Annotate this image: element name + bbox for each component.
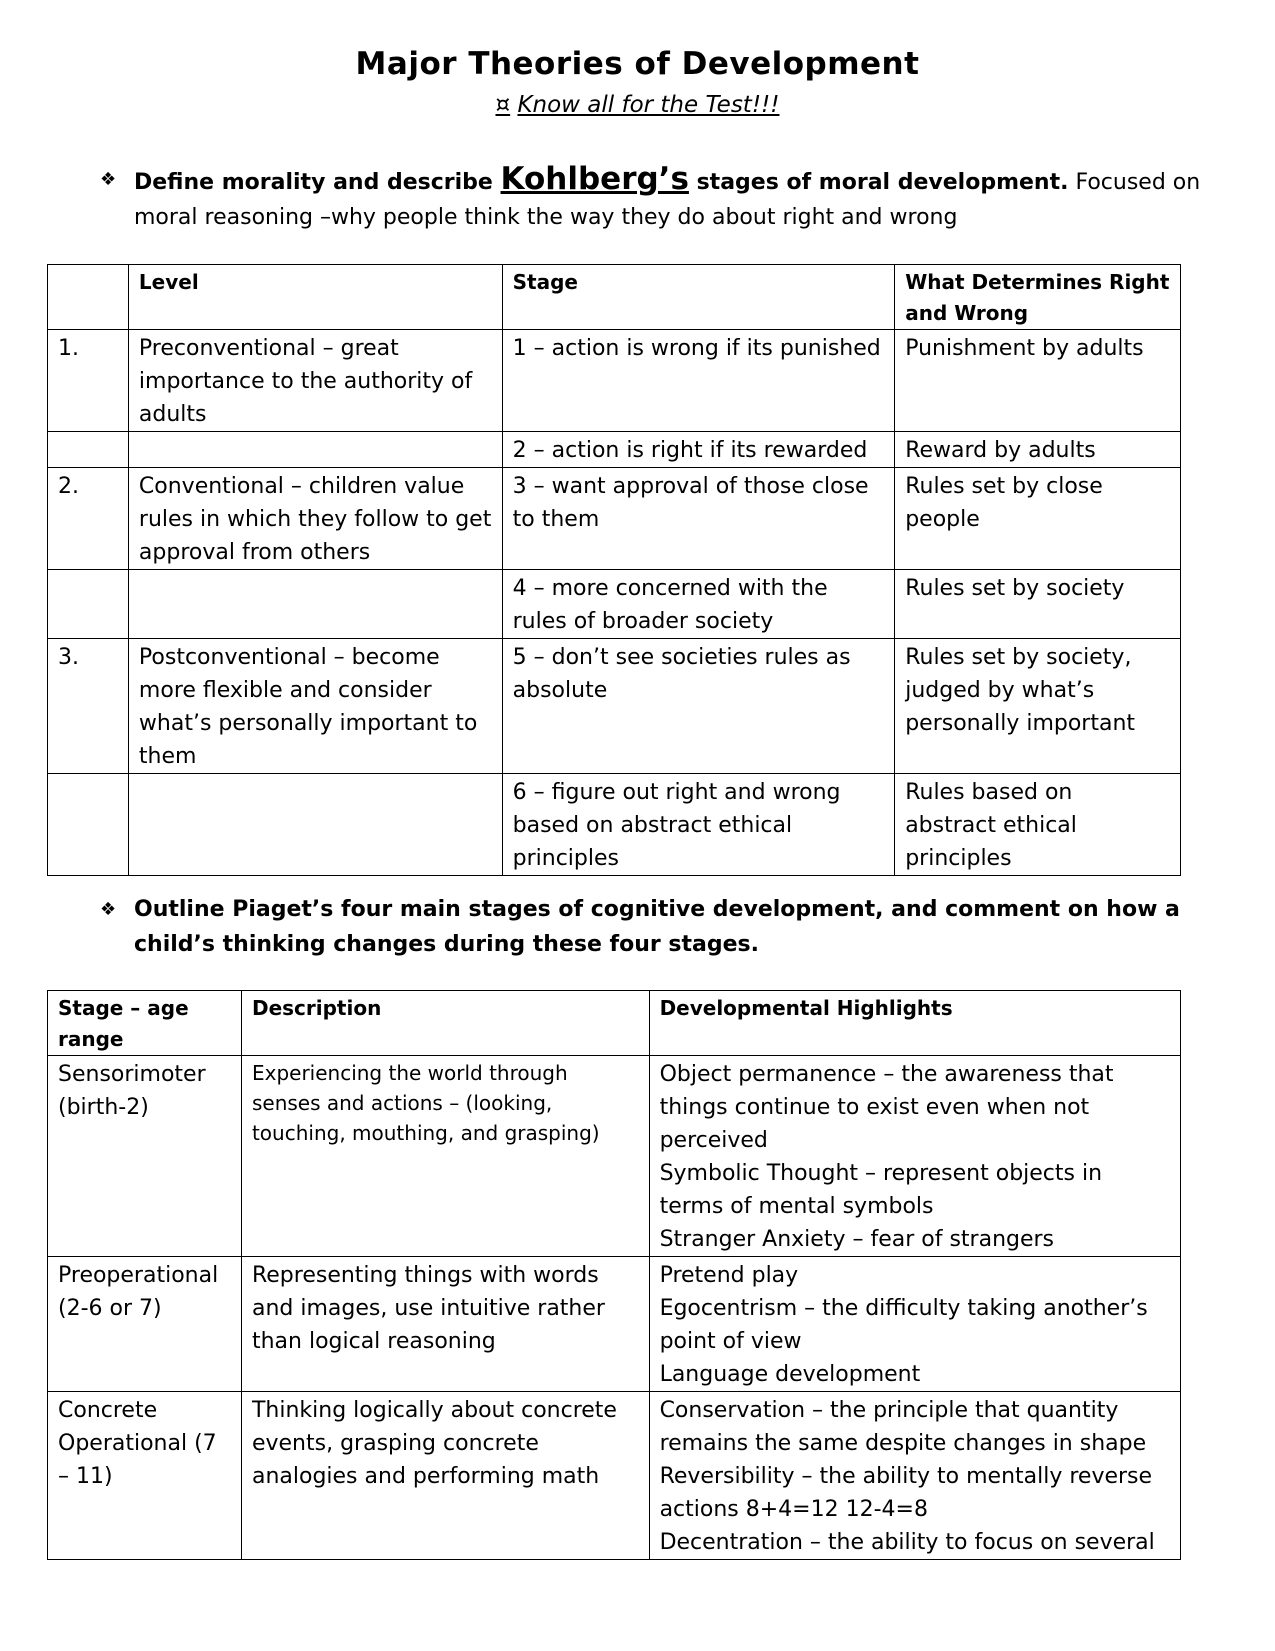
determines-cell: Rules based on abstract ethical principles <box>895 774 1181 876</box>
highlight-item: Conservation – the principle that quantity remains the same despite changes in shape <box>659 1398 1147 1456</box>
level-cell <box>128 570 502 639</box>
header-cell: Developmental Highlights <box>649 991 1180 1056</box>
stage-cell: Preoperational (2-6 or 7) <box>48 1257 242 1392</box>
level-cell: Preconventional – great importance to the authority of adults <box>128 330 502 432</box>
table-row <box>48 570 1181 639</box>
level-cell: Postconventional – become more flexible and consider what’s personally important to them <box>128 639 502 774</box>
section2-text: Outline Piaget’s four main stages of cognitive development, and comment on how a child’s thinking changes during these four stages. <box>134 897 1180 957</box>
stage-cell: 6 – figure out right and wrong based on abstract ethical principles <box>502 774 895 876</box>
stage-cell: 3 – want approval of those close to them <box>502 468 895 570</box>
table-header-row <box>48 265 1181 330</box>
table-row <box>48 1257 1181 1392</box>
table-row <box>48 1056 1181 1257</box>
header-cell: Stage <box>502 265 895 330</box>
table-row <box>48 639 1181 774</box>
stage-cell: 4 – more concerned with the rules of broader society <box>502 570 895 639</box>
table-header-row <box>48 991 1181 1056</box>
table-row <box>48 774 1181 876</box>
stage-cell: 2 – action is right if its rewarded <box>502 432 895 468</box>
header-cell: Stage – age range <box>48 991 242 1056</box>
header-cell: Level <box>128 265 502 330</box>
header-cell <box>48 265 129 330</box>
level-cell <box>128 774 502 876</box>
description-cell: Representing things with words and images, use intuitive rather than logical reasoning <box>241 1257 649 1392</box>
table-row <box>48 468 1181 570</box>
piaget-table <box>47 990 1181 1560</box>
bullet-icon: ❖ <box>100 899 117 920</box>
section1-bold-pre: Define morality and describe <box>134 170 501 195</box>
highlights-cell <box>649 1056 1180 1257</box>
subtitle-symbol: ¤ <box>495 92 511 118</box>
header-cell: Description <box>241 991 649 1056</box>
table-row <box>48 432 1181 468</box>
determines-cell: Rules set by society <box>895 570 1181 639</box>
highlight-item: Stranger Anxiety – fear of strangers <box>659 1227 1055 1252</box>
table-row <box>48 1392 1181 1560</box>
stage-cell: 5 – don’t see societies rules as absolute <box>502 639 895 774</box>
page-title: Major Theories of Development <box>355 46 920 82</box>
page-subtitle <box>0 92 1275 118</box>
level-number: 3. <box>48 639 129 774</box>
bullet-icon: ❖ <box>100 169 117 190</box>
level-number <box>48 570 129 639</box>
determines-cell: Reward by adults <box>895 432 1181 468</box>
determines-cell: Rules set by society, judged by what’s personally important <box>895 639 1181 774</box>
highlight-item: Symbolic Thought – represent objects in terms of mental symbols <box>659 1161 1103 1219</box>
determines-cell: Punishment by adults <box>895 330 1181 432</box>
description-cell: Experiencing the world through senses and actions – (looking, touching, mouthing, and grasping) <box>241 1056 649 1257</box>
highlight-item: Egocentrism – the difficulty taking another’s point of view <box>659 1296 1148 1354</box>
stage-cell: Sensorimoter (birth-2) <box>48 1056 242 1257</box>
section1-normal: Focused on moral reasoning –why people think the way they do about right and wrong <box>134 170 1201 230</box>
description-cell: Thinking logically about concrete events, grasping concrete analogies and performing math <box>241 1392 649 1560</box>
table-row <box>48 330 1181 432</box>
highlight-item: Pretend play <box>659 1263 799 1288</box>
stage-cell: 1 – action is wrong if its punished <box>502 330 895 432</box>
highlights-cell <box>649 1392 1180 1560</box>
section1-prompt <box>100 162 1220 235</box>
section1-kohlberg: Kohlberg’s <box>500 161 689 197</box>
highlight-item: Decentration – the ability to focus on several <box>659 1530 1155 1555</box>
level-cell: Conventional – children value rules in which they follow to get approval from others <box>128 468 502 570</box>
highlight-item: Object permanence – the awareness that things continue to exist even when not perceived <box>659 1062 1114 1153</box>
section1-bold-post: stages of moral development. <box>688 170 1069 195</box>
stage-cell: Concrete Operational (7 – 11) <box>48 1392 242 1560</box>
subtitle-text: Know all for the Test!!! <box>517 92 780 118</box>
kohlberg-table <box>47 264 1181 876</box>
highlights-cell <box>649 1257 1180 1392</box>
level-number: 1. <box>48 330 129 432</box>
level-number <box>48 774 129 876</box>
header-cell: What Determines Right and Wrong <box>895 265 1181 330</box>
level-cell <box>128 432 502 468</box>
level-number <box>48 432 129 468</box>
highlight-item: Language development <box>659 1362 921 1387</box>
determines-cell: Rules set by close people <box>895 468 1181 570</box>
level-number: 2. <box>48 468 129 570</box>
section2-prompt <box>100 892 1220 962</box>
highlight-item: Reversibility – the ability to mentally reverse actions 8+4=12 12-4=8 <box>659 1464 1153 1522</box>
